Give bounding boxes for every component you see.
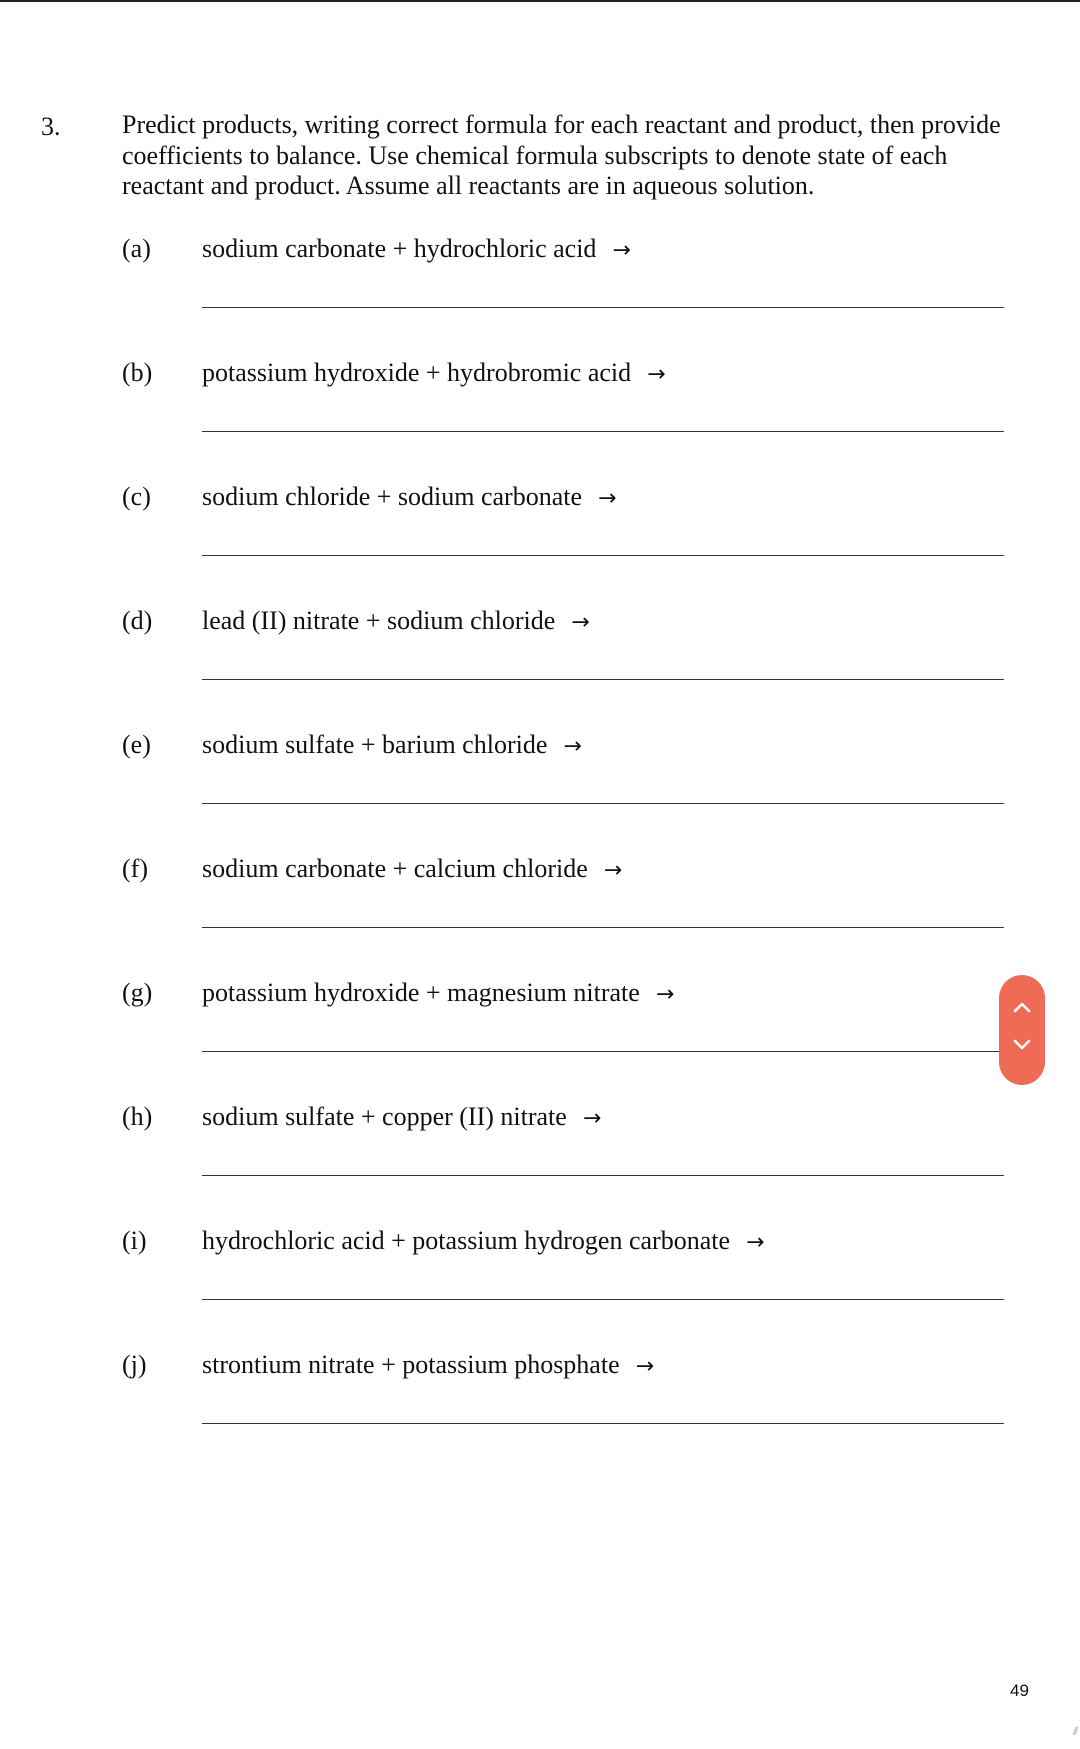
question-instructions: Predict products, writing correct formula for each reactant and product, then provide coefficients to balance. Use chemical formula subscripts to denote state of each reactant and product. Assume all reactants are in aqueous solution.	[122, 110, 1001, 200]
part-reactants	[202, 730, 582, 762]
reactants-text: potassium hydroxide + magnesium nitrate	[202, 978, 640, 1007]
reactants-text: hydrochloric acid + potassium hydrogen carbonate	[202, 1226, 730, 1255]
chevron-down-icon	[1012, 1038, 1032, 1052]
part-reactants	[202, 482, 616, 514]
reaction-arrow-icon: →	[612, 238, 631, 263]
top-rule	[0, 0, 1080, 2]
reactants-text: sodium chloride + sodium carbonate	[202, 482, 583, 511]
reaction-arrow-icon: →	[647, 362, 666, 387]
part-g	[0, 978, 1080, 1102]
answer-line[interactable]	[202, 1423, 1004, 1424]
part-i	[0, 1226, 1080, 1350]
question-number: 3.	[41, 112, 61, 141]
answer-line[interactable]	[202, 679, 1004, 680]
part-c	[0, 482, 1080, 606]
answer-line[interactable]	[202, 431, 1004, 432]
part-label: (f)	[122, 854, 148, 883]
part-f	[0, 854, 1080, 978]
reactants-text: sodium sulfate + copper (II) nitrate	[202, 1102, 567, 1131]
reaction-arrow-icon: →	[563, 734, 582, 759]
part-label: (i)	[122, 1226, 147, 1255]
part-h	[0, 1102, 1080, 1226]
corner-mark	[1073, 1727, 1079, 1735]
scroll-down-button[interactable]	[999, 1025, 1045, 1065]
reactants-text: sodium sulfate + barium chloride	[202, 730, 548, 759]
answer-line[interactable]	[202, 555, 1004, 556]
part-reactants	[202, 1350, 654, 1382]
part-a	[0, 234, 1080, 358]
answer-line[interactable]	[202, 803, 1004, 804]
part-label: (b)	[122, 358, 153, 387]
reactants-text: lead (II) nitrate + sodium chloride	[202, 606, 556, 635]
part-label: (d)	[122, 606, 153, 635]
answer-line[interactable]	[202, 307, 1004, 308]
part-b	[0, 358, 1080, 482]
part-reactants	[202, 978, 674, 1010]
part-reactants	[202, 854, 622, 886]
reaction-arrow-icon: →	[571, 610, 590, 635]
answer-line[interactable]	[202, 1299, 1004, 1300]
part-reactants	[202, 606, 590, 638]
reaction-arrow-icon: →	[635, 1354, 655, 1379]
reaction-arrow-icon: →	[746, 1230, 765, 1255]
part-e	[0, 730, 1080, 854]
reaction-arrow-icon: →	[655, 982, 675, 1007]
part-label: (h)	[122, 1102, 153, 1131]
page-navigation-pill	[999, 975, 1045, 1085]
reactants-text: sodium carbonate + calcium chloride	[202, 854, 588, 883]
reactants-text: sodium carbonate + hydrochloric acid	[202, 234, 597, 263]
answer-line[interactable]	[202, 927, 1004, 928]
answer-line[interactable]	[202, 1175, 1004, 1176]
part-reactants	[202, 1226, 764, 1258]
part-label: (g)	[122, 978, 153, 1007]
reaction-arrow-icon: →	[582, 1106, 602, 1131]
chevron-up-icon	[1012, 1000, 1032, 1014]
reactants-text: strontium nitrate + potassium phosphate	[202, 1350, 620, 1379]
part-d	[0, 606, 1080, 730]
answer-line[interactable]	[202, 1051, 1004, 1052]
reaction-arrow-icon: →	[603, 858, 623, 883]
part-label: (c)	[122, 482, 151, 511]
part-label: (j)	[122, 1350, 147, 1379]
reactants-text: potassium hydroxide + hydrobromic acid	[202, 358, 632, 387]
part-label: (e)	[122, 730, 151, 759]
part-label: (a)	[122, 234, 151, 263]
part-reactants	[202, 234, 631, 266]
page-number: 49	[1010, 1681, 1029, 1700]
reaction-arrow-icon: →	[598, 486, 617, 511]
scroll-up-button[interactable]	[999, 987, 1045, 1027]
part-reactants	[202, 1102, 601, 1134]
part-reactants	[202, 358, 666, 390]
part-j	[0, 1350, 1080, 1474]
